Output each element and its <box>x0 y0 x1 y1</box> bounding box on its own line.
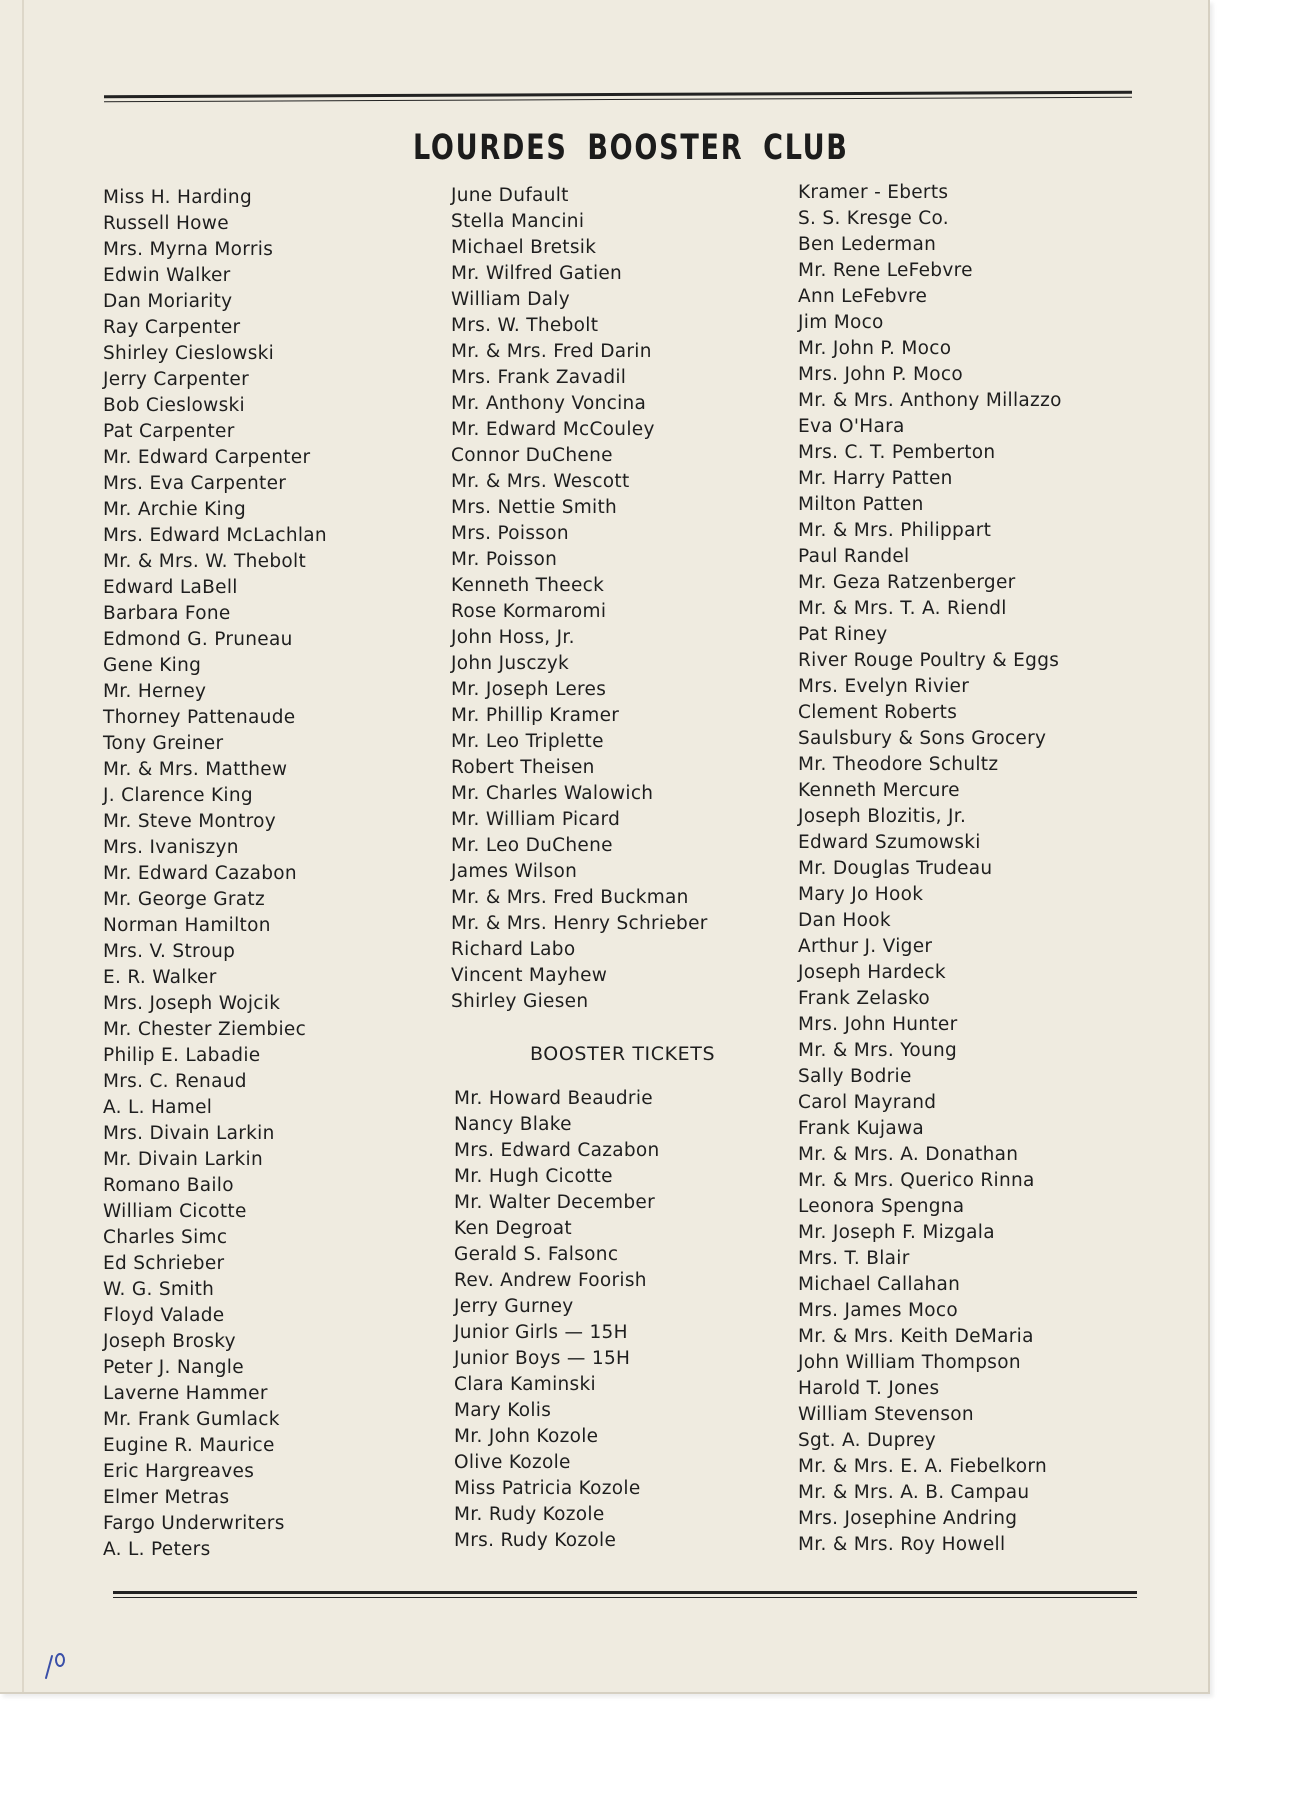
list-item: John Hoss, Jr. <box>451 627 575 648</box>
list-item: Mr. Herney <box>103 681 207 702</box>
list-item: Mrs. Ivaniszyn <box>103 837 239 858</box>
list-item: Mrs. Divain Larkin <box>103 1123 275 1144</box>
list-item: Mr. Rene LeFebvre <box>798 260 973 281</box>
list-item: Junior Boys — 15H <box>454 1348 631 1369</box>
list-item: Ray Carpenter <box>103 317 241 338</box>
list-item: Russell Howe <box>103 213 229 234</box>
list-item: Mr. Harry Patten <box>798 468 953 489</box>
list-item: Mrs. Edward McLachlan <box>103 525 327 546</box>
list-item: John William Thompson <box>798 1352 1021 1373</box>
list-item: Sally Bodrie <box>798 1066 912 1087</box>
list-item: Mrs. John Hunter <box>798 1014 958 1035</box>
list-item: Jim Moco <box>798 312 884 333</box>
list-item: Mr. & Mrs. Fred Buckman <box>451 887 689 908</box>
list-item: Michael Bretsik <box>451 237 597 258</box>
list-item: Thorney Pattenaude <box>103 707 296 728</box>
list-item: Elmer Metras <box>103 1487 230 1508</box>
list-item: Mr. & Mrs. W. Thebolt <box>103 551 306 572</box>
list-item: J. Clarence King <box>103 785 253 806</box>
list-item: Arthur J. Viger <box>798 936 933 957</box>
list-item: Nancy Blake <box>454 1114 572 1135</box>
list-item: Mrs. C. T. Pemberton <box>798 442 996 463</box>
list-item: Mr. Steve Montroy <box>103 811 277 832</box>
list-item: Mr. & Mrs. A. B. Campau <box>798 1482 1030 1503</box>
list-item: Carol Mayrand <box>798 1092 937 1113</box>
list-item: Jerry Gurney <box>454 1296 574 1317</box>
list-item: June Dufault <box>451 185 569 206</box>
list-item: Frank Zelasko <box>798 988 930 1009</box>
list-item: Harold T. Jones <box>798 1378 940 1399</box>
list-item: Robert Theisen <box>451 757 595 778</box>
list-item: Mr. John P. Moco <box>798 338 952 359</box>
list-item: Gerald S. Falsonc <box>454 1244 619 1265</box>
list-item: Mary Jo Hook <box>798 884 924 905</box>
list-item: Kenneth Theeck <box>451 575 605 596</box>
list-item: Philip E. Labadie <box>103 1045 261 1066</box>
list-item: E. R. Walker <box>103 967 217 988</box>
list-item: Mr. Joseph Leres <box>451 679 607 700</box>
list-item: Eugine R. Maurice <box>103 1435 275 1456</box>
list-item: Ann LeFebvre <box>798 286 928 307</box>
list-item: Mrs. James Moco <box>798 1300 958 1321</box>
list-item: Edwin Walker <box>103 265 231 286</box>
list-item: Mr. & Mrs. T. A. Riendl <box>798 598 1007 619</box>
list-item: Joseph Blozitis, Jr. <box>798 806 967 827</box>
list-item: Shirley Cieslowski <box>103 343 275 364</box>
list-item: Rose Kormaromi <box>451 601 607 622</box>
list-item: Mary Kolis <box>454 1400 552 1421</box>
list-item: Mr. Phillip Kramer <box>451 705 620 726</box>
list-item: Mrs. Nettie Smith <box>451 497 618 518</box>
list-item: Rev. Andrew Foorish <box>454 1270 647 1291</box>
list-item: Clara Kaminski <box>454 1374 596 1395</box>
list-item: Mrs. Edward Cazabon <box>454 1140 660 1161</box>
list-item: Dan Hook <box>798 910 891 931</box>
list-item: Dan Moriarity <box>103 291 233 312</box>
page-title: LOURDES BOOSTER CLUB <box>413 128 849 168</box>
list-item: Mr. Charles Walowich <box>451 783 654 804</box>
list-item: Edward LaBell <box>103 577 238 598</box>
list-item: Mr. John Kozole <box>454 1426 599 1447</box>
list-item: Ed Schrieber <box>103 1253 225 1274</box>
list-item: Vincent Mayhew <box>451 965 608 986</box>
list-item: Mr. & Mrs. Wescott <box>451 471 630 492</box>
list-item: Saulsbury & Sons Grocery <box>798 728 1047 749</box>
list-item: Eric Hargreaves <box>103 1461 255 1482</box>
list-item: Mrs. C. Renaud <box>103 1071 247 1092</box>
names-column-1 <box>103 185 327 1563</box>
list-item: Edmond G. Pruneau <box>103 629 293 650</box>
list-item: Mr. & Mrs. Young <box>798 1040 958 1061</box>
list-item: Mr. & Mrs. Keith DeMaria <box>798 1326 1034 1347</box>
list-item: Frank Kujawa <box>798 1118 925 1139</box>
list-item: Mrs. Josephine Andring <box>798 1508 1018 1529</box>
list-item: Mr. Wilfred Gatien <box>451 263 623 284</box>
list-item: Mr. Howard Beaudrie <box>454 1088 653 1109</box>
list-item: Richard Labo <box>451 939 576 960</box>
list-item: Mr. Edward McCouley <box>451 419 655 440</box>
list-item: Mr. Archie King <box>103 499 247 520</box>
list-item: Fargo Underwriters <box>103 1513 285 1534</box>
list-item: Milton Patten <box>798 494 924 515</box>
list-item: Norman Hamilton <box>103 915 271 936</box>
booster-tickets-list <box>454 1086 660 1554</box>
list-item: Sgt. A. Duprey <box>798 1430 937 1451</box>
list-item: Kenneth Mercure <box>798 780 960 801</box>
list-item: Charles Simc <box>103 1227 228 1248</box>
list-item: Mr. Geza Ratzenberger <box>798 572 1016 593</box>
list-item: John Jusczyk <box>451 653 570 674</box>
list-item: Peter J. Nangle <box>103 1357 244 1378</box>
list-item: Mr. & Mrs. E. A. Fiebelkorn <box>798 1456 1048 1477</box>
list-item: Mrs. John P. Moco <box>798 364 963 385</box>
list-item: Mr. & Mrs. Henry Schrieber <box>451 913 708 934</box>
list-item: Mrs. W. Thebolt <box>451 315 599 336</box>
booster-tickets-heading: BOOSTER TICKETS <box>530 1043 716 1065</box>
list-item: Mr. & Mrs. Matthew <box>103 759 288 780</box>
list-item: Mr. Poisson <box>451 549 558 570</box>
list-item: Mrs. Rudy Kozole <box>454 1530 617 1551</box>
list-item: Mrs. Eva Carpenter <box>103 473 287 494</box>
list-item: Mr. Edward Carpenter <box>103 447 311 468</box>
list-item: S. S. Kresge Co. <box>798 208 949 229</box>
list-item: Mrs. T. Blair <box>798 1248 910 1269</box>
handwritten-page-number <box>40 1648 70 1684</box>
list-item: Mr. & Mrs. Roy Howell <box>798 1534 1006 1555</box>
list-item: Mr. Hugh Cicotte <box>454 1166 613 1187</box>
list-item: Mrs. Joseph Wojcik <box>103 993 281 1014</box>
list-item: William Stevenson <box>798 1404 974 1425</box>
list-item: Joseph Hardeck <box>798 962 946 983</box>
list-item: Shirley Giesen <box>451 991 589 1012</box>
list-item: Bob Cieslowski <box>103 395 245 416</box>
list-item: Ben Lederman <box>798 234 937 255</box>
list-item: Edward Szumowski <box>798 832 981 853</box>
list-item: A. L. Hamel <box>103 1097 213 1118</box>
list-item: William Cicotte <box>103 1201 247 1222</box>
names-column-2 <box>451 183 708 1015</box>
list-item: Mr. & Mrs. Anthony Millazzo <box>798 390 1062 411</box>
list-item: Laverne Hammer <box>103 1383 268 1404</box>
top-double-rule <box>104 91 1132 98</box>
list-item: Connor DuChene <box>451 445 613 466</box>
list-item: Joseph Brosky <box>103 1331 236 1352</box>
list-item: Mr. Walter December <box>454 1192 655 1213</box>
list-item: Eva O'Hara <box>798 416 905 437</box>
list-item: Ken Degroat <box>454 1218 572 1239</box>
list-item: Mr. & Mrs. A. Donathan <box>798 1144 1019 1165</box>
list-item: Mr. Chester Ziembiec <box>103 1019 307 1040</box>
list-item: Olive Kozole <box>454 1452 571 1473</box>
list-item: Mr. George Gratz <box>103 889 265 910</box>
list-item: Jerry Carpenter <box>103 369 250 390</box>
names-column-3 <box>798 180 1062 1558</box>
list-item: Mr. & Mrs. Querico Rinna <box>798 1170 1035 1191</box>
list-item: Mrs. Evelyn Rivier <box>798 676 970 697</box>
bottom-double-rule <box>113 1591 1137 1594</box>
page-fold <box>22 0 24 1692</box>
list-item: Junior Girls — 15H <box>454 1322 628 1343</box>
list-item: Mr. Leo DuChene <box>451 835 613 856</box>
list-item: Barbara Fone <box>103 603 231 624</box>
list-item: James Wilson <box>451 861 578 882</box>
list-item: Mrs. Myrna Morris <box>103 239 274 260</box>
list-item: Pat Riney <box>798 624 888 645</box>
list-item: Stella Mancini <box>451 211 585 232</box>
list-item: Mr. Frank Gumlack <box>103 1409 280 1430</box>
list-item: Mr. Anthony Voncina <box>451 393 647 414</box>
list-item: Michael Callahan <box>798 1274 961 1295</box>
list-item: Floyd Valade <box>103 1305 225 1326</box>
list-item: Mr. & Mrs. Fred Darin <box>451 341 652 362</box>
list-item: Mr. & Mrs. Philippart <box>798 520 992 541</box>
list-item: Pat Carpenter <box>103 421 235 442</box>
list-item: Tony Greiner <box>103 733 224 754</box>
list-item: Kramer - Eberts <box>798 182 949 203</box>
list-item: Romano Bailo <box>103 1175 234 1196</box>
list-item: Mr. William Picard <box>451 809 621 830</box>
list-item: Gene King <box>103 655 202 676</box>
list-item: Mr. Theodore Schultz <box>798 754 999 775</box>
list-item: River Rouge Poultry & Eggs <box>798 650 1060 671</box>
list-item: Mr. Leo Triplette <box>451 731 604 752</box>
list-item: A. L. Peters <box>103 1539 211 1560</box>
list-item: Mrs. V. Stroup <box>103 941 236 962</box>
list-item: Leonora Spengna <box>798 1196 965 1217</box>
list-item: Mr. Douglas Trudeau <box>798 858 993 879</box>
list-item: Mr. Joseph F. Mizgala <box>798 1222 995 1243</box>
list-item: Miss Patricia Kozole <box>454 1478 641 1499</box>
list-item: Paul Randel <box>798 546 910 567</box>
list-item: Mr. Rudy Kozole <box>454 1504 605 1525</box>
list-item: Clement Roberts <box>798 702 958 723</box>
list-item: Mr. Edward Cazabon <box>103 863 297 884</box>
list-item: Miss H. Harding <box>103 187 252 208</box>
list-item: W. G. Smith <box>103 1279 215 1300</box>
list-item: Mrs. Frank Zavadil <box>451 367 627 388</box>
list-item: Mrs. Poisson <box>451 523 569 544</box>
list-item: William Daly <box>451 289 570 310</box>
list-item: Mr. Divain Larkin <box>103 1149 263 1170</box>
